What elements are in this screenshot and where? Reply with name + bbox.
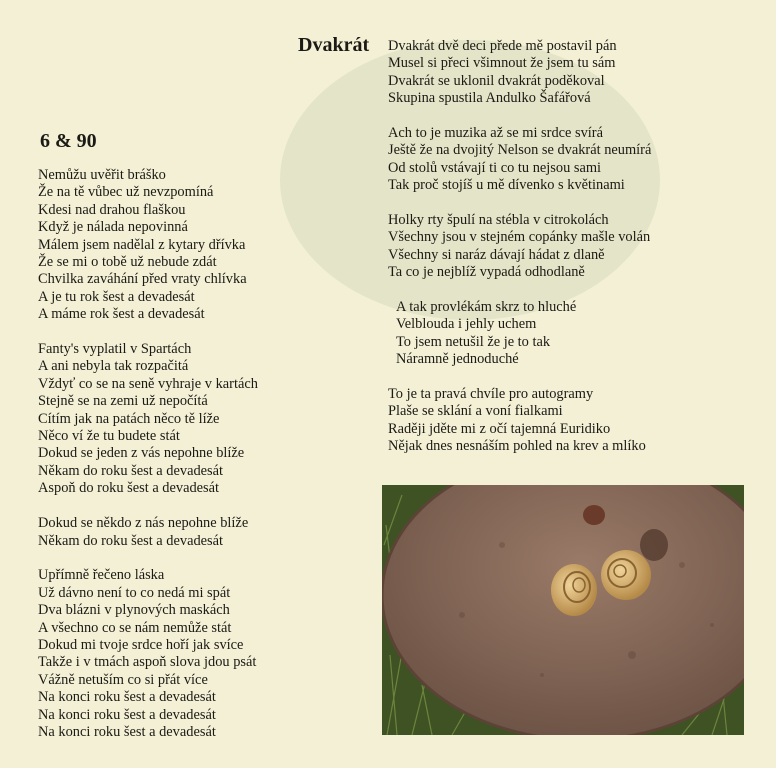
lyric-line: Když je nálada nepovinná xyxy=(38,219,188,236)
stanza xyxy=(388,125,651,195)
lyric-line: Dvakrát dvě deci přede mě postavil pán xyxy=(388,38,617,54)
lyric-line: Plaše se sklání a voní fialkami xyxy=(388,403,563,420)
lyric-line: Upřímně řečeno láska xyxy=(38,567,165,584)
lyric-line: A všechno co se nám nemůže stát xyxy=(38,619,232,636)
snail-shell-right xyxy=(601,550,651,600)
lyric-line: Od stolů vstávají ti co tu nejsou sami xyxy=(388,159,602,176)
lyric-line: Že na tě vůbec už nevzpomíná xyxy=(38,184,214,201)
lyric-line: Vážně netuším co si přát více xyxy=(38,671,208,688)
lyric-line: Něco ví že tu budete stát xyxy=(38,428,180,445)
snail-shell-left xyxy=(551,564,597,616)
lyric-line: Aspoň do roku šest a devadesát xyxy=(38,480,220,497)
lyric-line: A tak provlékám skrz to hluché xyxy=(396,299,577,316)
lyric-line: Málem jsem nadělal z kytary dřívka xyxy=(38,236,246,253)
stanza xyxy=(38,341,258,498)
song-right-title: Dvakrát xyxy=(298,34,370,56)
lyric-line: Chvilka zaváhání před vraty chlívka xyxy=(38,271,247,288)
lyric-line: To jsem netušil že je to tak xyxy=(396,333,551,350)
lyric-line: Na konci roku šest a devadesát xyxy=(38,723,216,740)
lyric-line: A je tu rok šest a devadesát xyxy=(38,288,195,305)
lyric-line: Dvakrát se uklonil dvakrát poděkoval xyxy=(388,72,605,89)
lyric-line: Kdesi nad drahou flaškou xyxy=(38,201,186,218)
lyric-line: Že se mi o tobě už nebude zdát xyxy=(38,254,217,271)
lyric-line: Někam do roku šest a devadesát xyxy=(38,532,224,549)
lyric-line: Vždyť co se na seně vyhraje v kartách xyxy=(38,375,258,392)
lyric-line: A máme rok šest a devadesát xyxy=(38,306,205,323)
lyric-line: Velblouda i jehly uchem xyxy=(396,316,537,333)
lyric-line: Na konci roku šest a devadesát xyxy=(38,689,216,706)
lyric-line: Náramně jednoduché xyxy=(396,351,519,368)
stanza-refrain xyxy=(388,299,651,369)
lyric-line: A ani nebyla tak rozpačitá xyxy=(38,358,189,375)
stanza xyxy=(388,386,651,456)
lyric-line: Už dávno není to co nedá mi spát xyxy=(38,584,231,601)
lyric-line: Dva blázni v plynových maskách xyxy=(38,602,230,619)
lyric-line: Ještě že na dvojitý Nelson se dvakrát neumírá xyxy=(388,142,652,159)
lyric-line: Všechny si naráz dávají hádat z dlaně xyxy=(388,246,605,263)
rusty-bolt xyxy=(583,505,605,525)
lyric-line: Ach to je muzika až se mi srdce svírá xyxy=(388,125,603,142)
lyric-line: Cítím jak na patách něco tě líže xyxy=(38,410,220,427)
song-right-lyrics xyxy=(388,38,651,473)
lyric-line: Ta co je nejblíž vypadá odhodlaně xyxy=(388,264,585,281)
lyric-line: Nemůžu uvěřit bráško xyxy=(38,167,166,183)
snails-illustration xyxy=(382,485,744,735)
stanza xyxy=(38,167,258,324)
lyric-line: To je ta pravá chvíle pro autogramy xyxy=(388,386,594,403)
lyric-line: Dokud se někdo z nás nepohne blíže xyxy=(38,515,249,532)
lyric-line: Skupina spustila Andulko Šafářová xyxy=(388,90,591,107)
lyric-line: Dokud se jeden z vás nepohne blíže xyxy=(38,445,245,462)
lyric-line: Musel si přeci všimnout že jsem tu sám xyxy=(388,55,616,72)
song-left-title: 6 & 90 xyxy=(40,130,97,152)
stanza xyxy=(388,38,651,108)
stanza xyxy=(38,567,258,741)
stanza xyxy=(388,212,651,282)
lyric-line: Nějak dnes nesnáším pohled na krev a mlíko xyxy=(388,438,646,455)
lyric-line: Dokud mi tvoje srdce hoří jak svíce xyxy=(38,636,244,653)
lyric-line: Raději jděte mi z očí tajemná Euridiko xyxy=(388,420,611,437)
stanza xyxy=(38,515,258,550)
lyric-line: Holky rty špulí na stébla v citrokolách xyxy=(388,212,609,229)
lyric-line: Na konci roku šest a devadesát xyxy=(38,706,216,723)
lyric-line: Stejně se na zemi už nepočítá xyxy=(38,393,208,410)
lyric-line: Někam do roku šest a devadesát xyxy=(38,462,224,479)
lyric-line: Všechny jsou v stejném copánky mašle volán xyxy=(388,229,651,246)
song-left-lyrics xyxy=(38,167,258,759)
snails-photo xyxy=(382,485,744,735)
lyric-line: Tak proč stojíš u mě dívenko s květinami xyxy=(388,177,625,194)
lyric-line: Fanty's vyplatil v Spartách xyxy=(38,341,192,358)
lyric-line: Takže i v tmách aspoň slova jdou psát xyxy=(38,654,257,671)
